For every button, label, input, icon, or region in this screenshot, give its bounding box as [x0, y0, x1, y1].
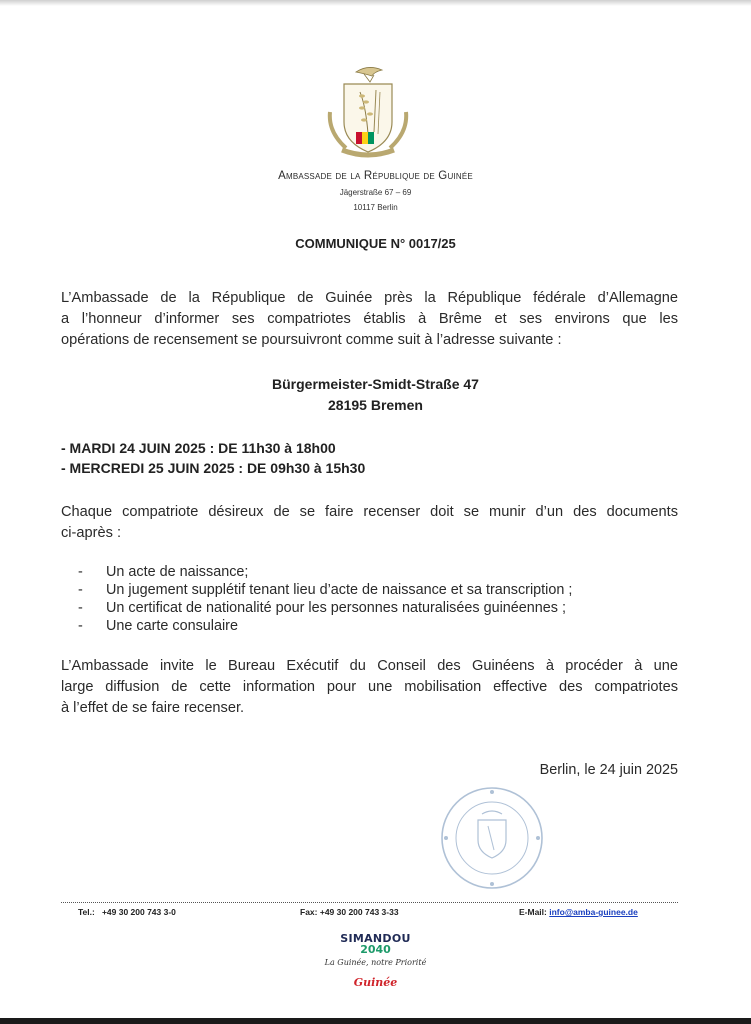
address-city: 28195 Bremen: [328, 397, 423, 413]
schedule-day-1: - MARDI 24 JUIN 2025 : DE 11h30 à 18h00: [61, 440, 336, 456]
intro-line: opérations de recensement se poursuivront comme suit à l’adresse suivante :: [61, 332, 562, 348]
slogan: La Guinée, notre Priorité: [324, 958, 427, 967]
embassy-street: Jägerstraße 67 – 69: [339, 188, 412, 197]
footer-divider: [61, 902, 678, 903]
closing-paragraph: [61, 656, 678, 719]
list-item: [78, 599, 572, 617]
documents-intro-line: Chaque compatriote désireux de se faire recenser doit se munir d’un des documents: [61, 504, 678, 520]
address-street: Bürgermeister-Smidt-Straße 47: [272, 376, 479, 392]
simandou-logo-year: 2040: [360, 943, 391, 956]
intro-line: a l’honneur d’informer ses compatriotes établis à Brême et ses environs que les: [61, 311, 678, 327]
guinea-coat-of-arms-icon: [322, 62, 414, 162]
page-top-shadow: [0, 0, 751, 6]
list-marker: -: [78, 600, 83, 616]
footer-phone: Tel.: +49 30 200 743 3-0: [78, 907, 176, 917]
schedule-day-2: - MERCREDI 25 JUIN 2025 : DE 09h30 à 15h30: [61, 460, 366, 476]
documents-intro-line: ci-après :: [61, 525, 122, 541]
list-item: [78, 581, 572, 599]
embassy-name: Ambassade de la République de Guinée: [278, 170, 473, 182]
documents-intro: [61, 502, 678, 544]
list-item: [78, 617, 572, 635]
intro-paragraph: [61, 288, 678, 351]
footer-fax: Fax: +49 30 200 743 3-33: [300, 907, 399, 917]
list-marker: -: [78, 618, 83, 634]
list-item-text: Une carte consulaire: [106, 618, 238, 634]
guinee-logo-word: Guinée: [353, 976, 398, 989]
list-marker: -: [78, 564, 83, 580]
list-item-text: Un certificat de nationalité pour les personnes naturalisées guinéennes ;: [106, 600, 566, 616]
embassy-city: 10117 Berlin: [353, 203, 398, 212]
documents-list: [78, 563, 572, 635]
intro-line: L’Ambassade de la République de Guinée près la République fédérale d’Allemagne: [61, 290, 678, 306]
place-and-date: Berlin, le 24 juin 2025: [539, 762, 678, 778]
closing-line: à l’effet de se faire recenser.: [61, 700, 245, 716]
simandou-logo-word: SIMANDOU: [340, 932, 411, 945]
list-item: [78, 563, 572, 581]
page-bottom-edge: [0, 1018, 751, 1024]
list-item-text: Un jugement supplétif tenant lieu d’acte de naissance et sa transcription ;: [106, 582, 573, 598]
closing-line: L’Ambassade invite le Bureau Exécutif du Conseil des Guinéens à procéder à une: [61, 658, 678, 674]
footer-email: E-Mail: info@amba-guinee.de: [519, 907, 638, 917]
list-marker: -: [78, 582, 83, 598]
email-link[interactable]: info@amba-guinee.de: [549, 907, 638, 917]
list-item-text: Un acte de naissance;: [106, 564, 249, 580]
communique-title: COMMUNIQUE N° 0017/25: [295, 236, 456, 251]
closing-line: large diffusion de cette information pour une mobilisation effective des compatriotes: [61, 679, 678, 695]
embassy-round-stamp-icon: [438, 784, 546, 892]
